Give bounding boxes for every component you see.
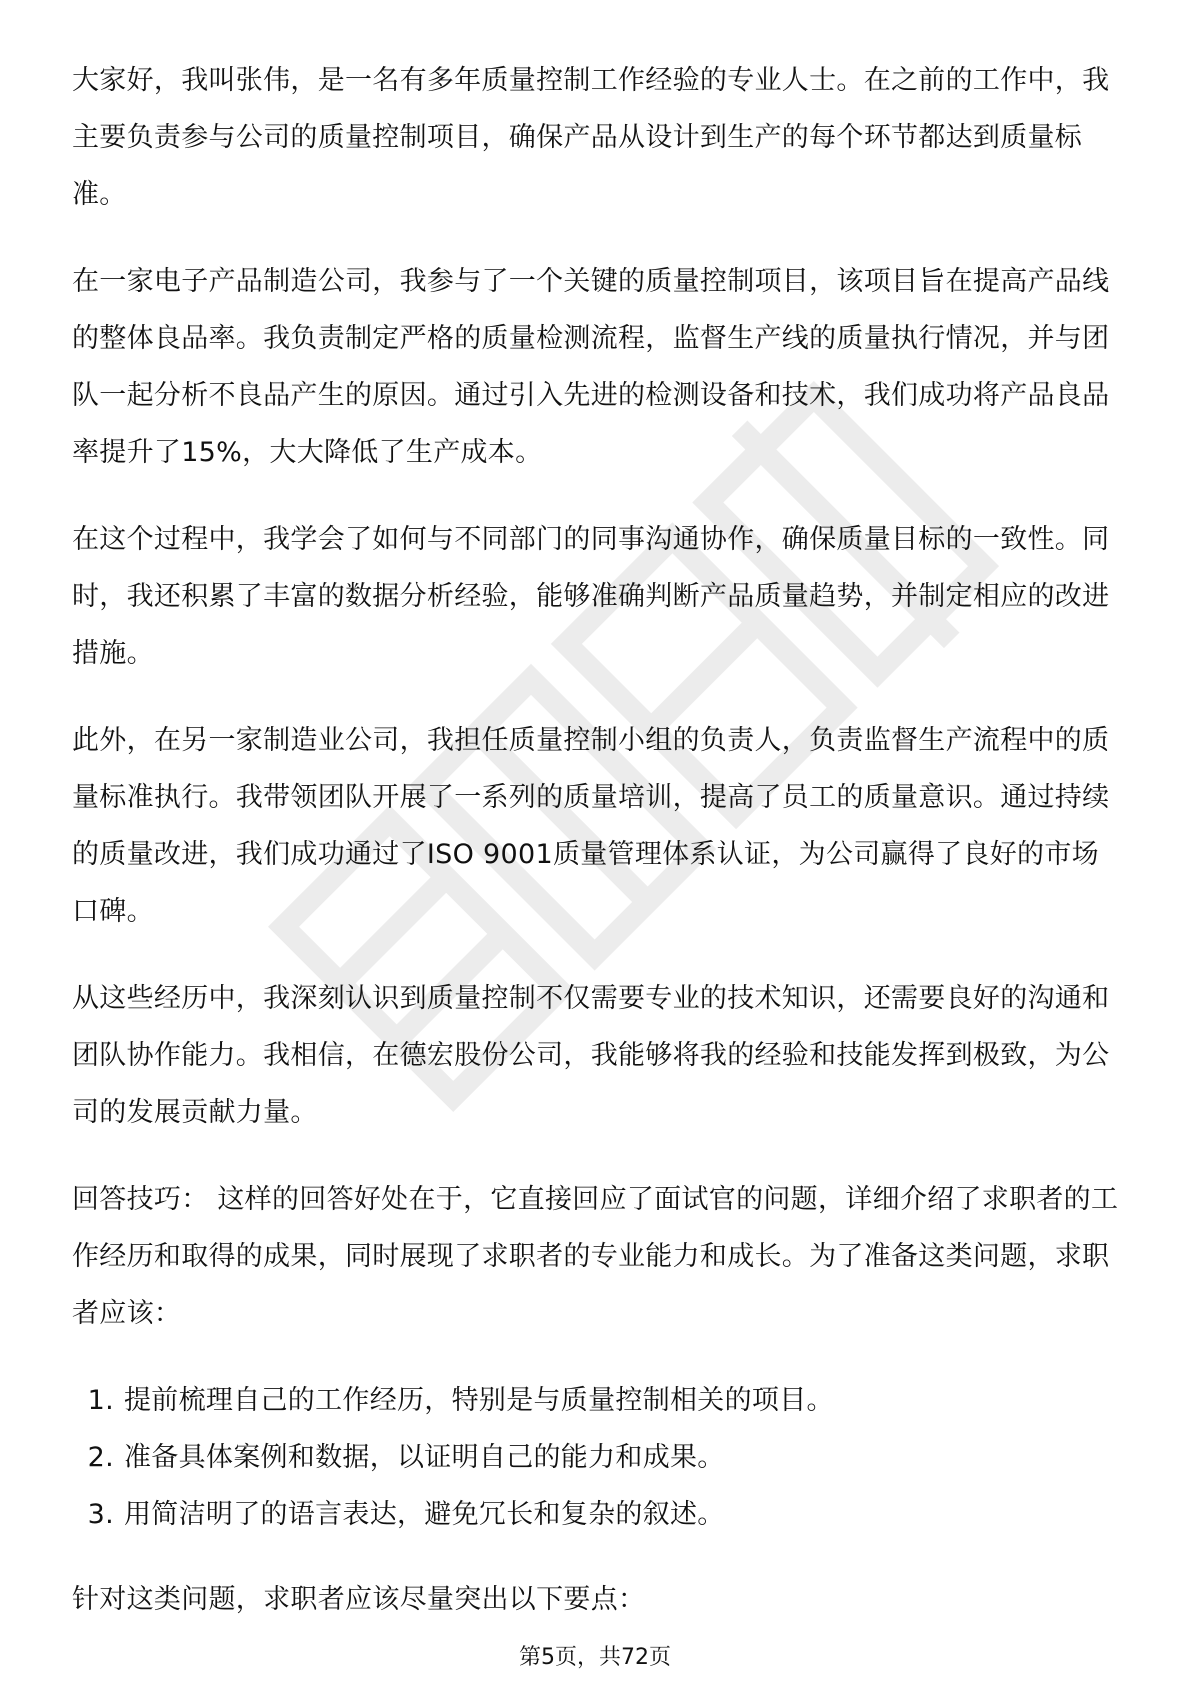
- page-number-footer: 第5页，共72页: [519, 1645, 671, 1670]
- paragraph-conclusion: 从这些经历中，我深刻认识到质量控制不仅需要专业的技术知识，还需要良好的沟通和团队协作能力。我相信，在德宏股份公司，我能够将我的经验和技能发挥到极致，为公司的发展贡献力量。: [72, 983, 1110, 1128]
- document-body: [72, 52, 1122, 1628]
- list-item: [72, 1486, 1122, 1543]
- paragraph-team-lead: 此外，在另一家制造业公司，我担任质量控制小组的负责人，负责监督生产流程中的质量标准执行。我带领团队开展了一系列的质量培训，提高了员工的质量意识。通过持续的质量改进，我们成功通过了ISO 9001质量管理体系认证，为公司赢得了良好的市场口碑。: [72, 725, 1110, 927]
- list-item: [72, 1372, 1122, 1429]
- list-item-text: 提前梳理自己的工作经历，特别是与质量控制相关的项目。: [124, 1385, 834, 1416]
- list-item-text: 用简洁明了的语言表达，避免冗长和复杂的叙述。: [124, 1499, 725, 1530]
- tips-list: [72, 1372, 1122, 1543]
- paragraph-closing: 针对这类问题，求职者应该尽量突出以下要点：: [72, 1584, 646, 1615]
- paragraph-project: 在一家电子产品制造公司，我参与了一个关键的质量控制项目，该项目旨在提高产品线的整体良品率。我负责制定严格的质量检测流程，监督生产线的质量执行情况，并与团队一起分析不良品产生的原因。通过引入先进的检测设备和技术，我们成功将产品良品率提升了15%，大大降低了生产成本。: [72, 266, 1110, 468]
- list-item: [72, 1429, 1122, 1486]
- list-item-number: 1.: [87, 1385, 114, 1416]
- list-item-number: 2.: [87, 1442, 114, 1473]
- paragraph-answer-tips: 回答技巧： 这样的回答好处在于，它直接回应了面试官的问题，详细介绍了求职者的工作经历和取得的成果，同时展现了求职者的专业能力和成长。为了准备这类问题，求职者应该：: [72, 1184, 1119, 1329]
- paragraph-intro: 大家好，我叫张伟，是一名有多年质量控制工作经验的专业人士。在之前的工作中，我主要负责参与公司的质量控制项目，确保产品从设计到生产的每个环节都达到质量标准。: [72, 65, 1110, 210]
- list-item-number: 3.: [87, 1499, 114, 1530]
- list-item-text: 准备具体案例和数据，以证明自己的能力和成果。: [124, 1442, 725, 1473]
- paragraph-learning: 在这个过程中，我学会了如何与不同部门的同事沟通协作，确保质量目标的一致性。同时，我还积累了丰富的数据分析经验，能够准确判断产品质量趋势，并制定相应的改进措施。: [72, 524, 1110, 669]
